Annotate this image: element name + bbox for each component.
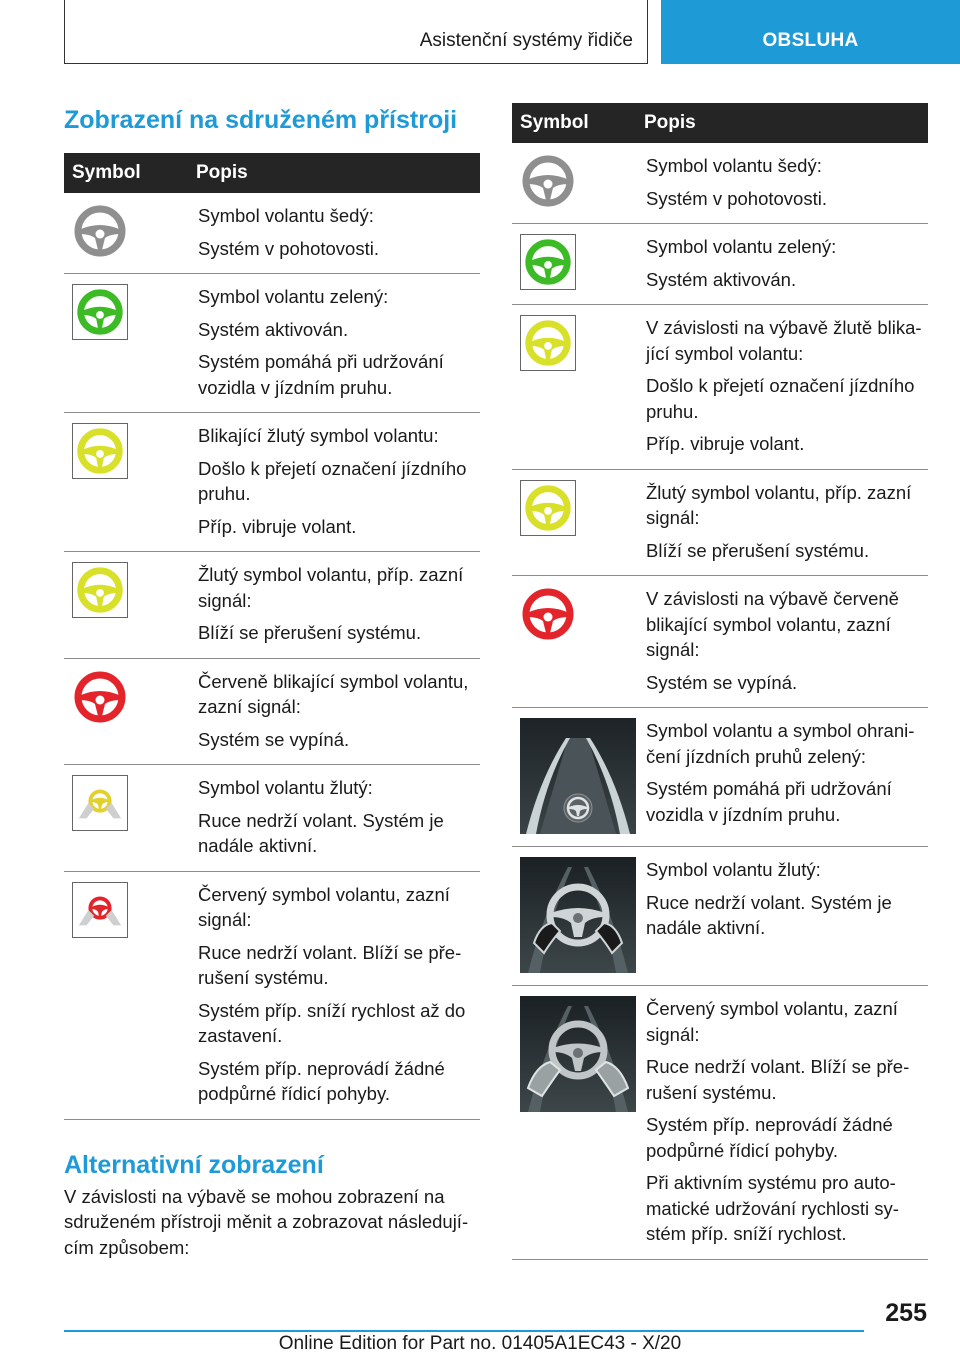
column-header-description: Popis bbox=[188, 153, 480, 193]
lane-road-wheel-icon bbox=[520, 718, 636, 834]
table-row bbox=[512, 576, 928, 708]
description-line: Symbol volantu šedý: bbox=[198, 205, 374, 226]
column-header-description: Popis bbox=[636, 103, 928, 143]
description-line: Ruce nedrží volant. Blíží se pře-rušení systému. bbox=[198, 941, 462, 989]
steering-wheel-yellow-icon bbox=[520, 315, 576, 371]
description-line: Symbol volantu zelený: bbox=[646, 236, 837, 258]
table-row bbox=[512, 305, 928, 470]
hands-off-wheel-icon bbox=[520, 857, 636, 973]
description-line: Systém příp. neprovádí žádné podpůrné řídicí pohyby. bbox=[646, 1114, 893, 1161]
running-header-section bbox=[64, 0, 648, 64]
table-row bbox=[512, 847, 928, 986]
table-header-row bbox=[512, 103, 928, 143]
description-line: Symbol volantu a symbol ohrani-čení jízdních pruhů zelený: bbox=[646, 720, 915, 767]
table-row bbox=[512, 708, 928, 847]
hands-wheel-red-icon bbox=[72, 882, 128, 938]
steering-wheel-green-icon bbox=[520, 234, 576, 290]
table-row bbox=[64, 658, 480, 765]
description-line: Blíží se přerušení systému. bbox=[198, 622, 422, 644]
table-row bbox=[512, 469, 928, 576]
description-line: Systém aktivován. bbox=[198, 318, 349, 340]
description-line: Systém se vypíná. bbox=[198, 728, 350, 750]
column-header-symbol: Symbol bbox=[512, 103, 636, 143]
description-line: Ruce nedrží volant. Systém je nadále aktivní. bbox=[198, 809, 444, 857]
description-line: Došlo k přejetí označení jízdního pruhu. bbox=[198, 457, 467, 505]
page-number: 255 bbox=[885, 1299, 927, 1327]
edition-footer: Online Edition for Part no. 01405A1EC43 - X/20 bbox=[278, 1333, 682, 1354]
description-line: Červený symbol volantu, zazní signál: bbox=[198, 883, 450, 931]
description-line: Červeně blikající symbol volantu, zazní signál: bbox=[198, 670, 469, 718]
symbol-table-left bbox=[64, 153, 480, 1120]
description-line: Symbol volantu žlutý: bbox=[198, 777, 373, 799]
description-line: Žlutý symbol volantu, příp. zazní signál: bbox=[646, 481, 912, 529]
section-heading: Zobrazení na sdruženém přístroji bbox=[64, 106, 458, 134]
footer-divider bbox=[64, 1330, 864, 1332]
symbol-table-right bbox=[512, 103, 928, 1260]
description-line: Systém v pohotovosti. bbox=[646, 187, 827, 209]
description-line: Systém se vypíná. bbox=[646, 671, 798, 693]
table-row bbox=[64, 552, 480, 659]
table-row bbox=[64, 193, 480, 274]
steering-wheel-yellow-blinking-icon bbox=[72, 423, 128, 479]
description-line: Systém v pohotovosti. bbox=[198, 237, 379, 259]
description-line: Symbol volantu zelený: bbox=[198, 286, 389, 308]
description-line: Při aktivním systému pro auto-matické udržování rychlosti sy-stém příp. sníží rychlost. bbox=[646, 1172, 899, 1245]
hands-off-wheel-warning-icon bbox=[520, 996, 636, 1112]
steering-wheel-gray-icon bbox=[72, 203, 128, 259]
column-header-symbol: Symbol bbox=[64, 153, 188, 193]
description-line: Systém pomáhá při udržování vozidla v jízdním pruhu. bbox=[646, 778, 892, 825]
steering-wheel-yellow-icon bbox=[520, 480, 576, 536]
description-line: V závislosti na výbavě červeně blikající symbol volantu, zazní signál: bbox=[646, 588, 899, 661]
chapter-label: OBSLUHA bbox=[762, 30, 859, 51]
alternative-display-section bbox=[64, 1150, 480, 1261]
description-line: Systém příp. neprovádí žádné podpůrné řídicí pohyby. bbox=[198, 1057, 445, 1105]
alternative-display-text: V závislosti na výbavě se mohou zobrazení na sdruženém přístroji měnit a zobrazovat následují-cím způsobem: bbox=[64, 1185, 469, 1258]
table-row bbox=[64, 413, 480, 552]
table-row bbox=[64, 765, 480, 872]
description-line: V závislosti na výbavě žlutě blika-jící symbol volantu: bbox=[646, 317, 922, 364]
description-line: Ruce nedrží volant. Blíží se pře-rušení systému. bbox=[646, 1056, 910, 1103]
description-line: Systém příp. sníží rychlost až do zastavení. bbox=[198, 999, 466, 1047]
alternative-display-heading: Alternativní zobrazení bbox=[64, 1150, 324, 1179]
steering-wheel-yellow-icon bbox=[72, 562, 128, 618]
description-line: Symbol volantu šedý: bbox=[646, 155, 822, 176]
description-line: Systém pomáhá při udržování vozidla v jízdním pruhu. bbox=[198, 351, 444, 398]
steering-wheel-red-icon bbox=[520, 586, 576, 642]
description-line: Žlutý symbol volantu, příp. zazní signál: bbox=[198, 564, 464, 611]
description-line: Symbol volantu žlutý: bbox=[646, 859, 821, 881]
table-header-row bbox=[64, 153, 480, 193]
description-line: Příp. vibruje volant. bbox=[198, 515, 357, 537]
steering-wheel-gray-icon bbox=[520, 153, 576, 209]
table-row bbox=[512, 143, 928, 224]
description-line: Došlo k přejetí označení jízdního pruhu. bbox=[646, 375, 915, 422]
description-line: Systém aktivován. bbox=[646, 268, 797, 290]
table-row bbox=[64, 274, 480, 413]
description-line: Blikající žlutý symbol volantu: bbox=[198, 425, 439, 447]
steering-wheel-red-icon bbox=[72, 669, 128, 725]
table-row bbox=[64, 871, 480, 1119]
right-column bbox=[512, 103, 928, 1260]
table-row bbox=[512, 224, 928, 305]
description-line: Blíží se přerušení systému. bbox=[646, 539, 870, 561]
section-title: Asistenční systémy řidiče bbox=[419, 30, 633, 51]
chapter-tab bbox=[661, 0, 960, 64]
description-line: Příp. vibruje volant. bbox=[646, 433, 805, 455]
description-line: Ruce nedrží volant. Systém je nadále aktivní. bbox=[646, 891, 892, 939]
description-line: Červený symbol volantu, zazní signál: bbox=[646, 998, 898, 1045]
table-row bbox=[512, 986, 928, 1260]
left-column bbox=[64, 98, 480, 1260]
hands-wheel-yellow-icon bbox=[72, 775, 128, 831]
steering-wheel-green-icon bbox=[72, 284, 128, 340]
